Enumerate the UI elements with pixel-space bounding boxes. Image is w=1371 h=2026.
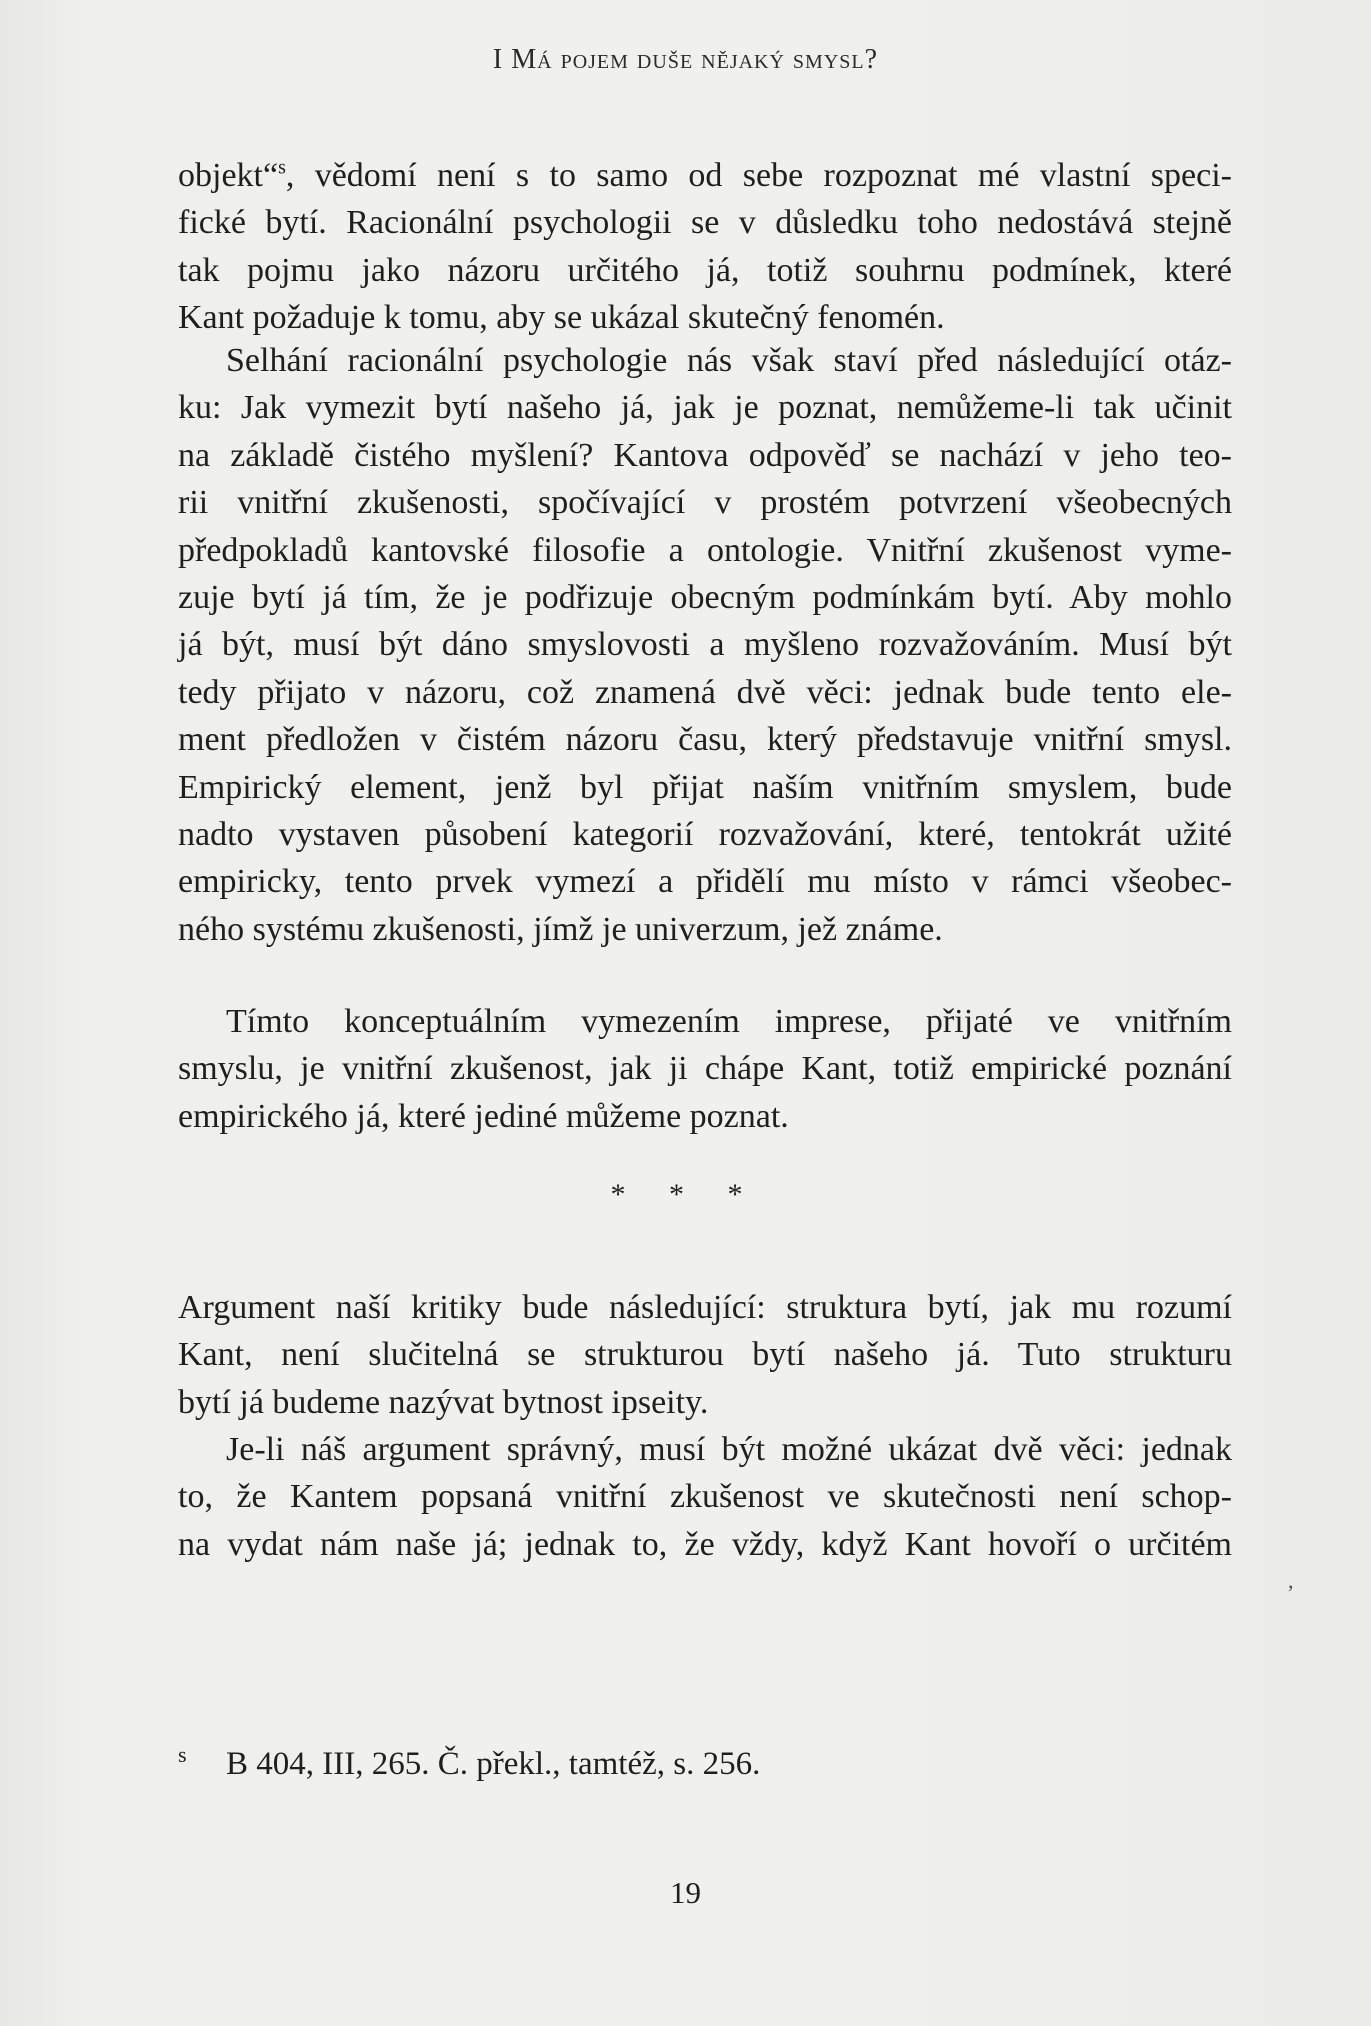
paragraph-line: ného systému zkušenosti, jímž je univerzum, jež známe. bbox=[178, 910, 943, 948]
paragraph-line: ment předložen v čistém názoru času, který představuje vnitřní smysl. bbox=[178, 721, 1232, 759]
paragraph-line: Selhání racionální psychologie nás však staví před následující otáz- bbox=[226, 342, 1232, 379]
paragraph-1 bbox=[178, 152, 1232, 342]
paragraph-5 bbox=[178, 1426, 1232, 1568]
paragraph-line: předpokladů kantovské filosofie a ontologie. Vnitřní zkušenost vyme- bbox=[178, 531, 1232, 569]
paragraph-line: Kant požaduje k tomu, aby se ukázal skutečný fenomén. bbox=[178, 299, 945, 337]
footnote-reference[interactable]: s bbox=[278, 156, 286, 179]
paragraph-line: empiricky, tento prvek vymezí a přidělí mu místo v rámci všeobec- bbox=[178, 863, 1232, 901]
running-head: I Má pojem duše nějaký smysl? bbox=[492, 44, 879, 75]
paragraph-line bbox=[178, 152, 1232, 199]
paragraph-line: bytí já budeme nazývat bytnost ipseity. bbox=[178, 1383, 709, 1421]
paragraph-line: tedy přijato v názoru, což znamená dvě věci: jednak bude tento ele- bbox=[178, 673, 1232, 711]
paragraph-line: Kant, není slučitelná se strukturou bytí našeho já. Tuto strukturu bbox=[178, 1336, 1232, 1374]
footnote bbox=[178, 1735, 760, 1784]
stray-mark: , bbox=[1288, 1568, 1294, 1593]
page-number: 19 bbox=[670, 1875, 701, 1910]
paragraph-line: na základě čistého myšlení? Kantova odpověď se nachází v jeho teo- bbox=[178, 436, 1232, 474]
paragraph-line: na vydat nám naše já; jednak to, že vždy, když Kant hovoří o určitém bbox=[178, 1525, 1232, 1563]
paragraph-line: empirického já, které jediné můžeme poznat. bbox=[178, 1097, 789, 1135]
footnote-mark: s bbox=[178, 1742, 187, 1767]
paragraph-line: ku: Jak vymezit bytí našeho já, jak je poznat, nemůžeme-li tak učinit bbox=[178, 389, 1232, 427]
paragraph-line: Je-li náš argument správný, musí být možné ukázat dvě věci: jednak bbox=[226, 1431, 1232, 1468]
paragraph-line: nadto vystaven působení kategorií rozvažování, které, tentokrát užité bbox=[178, 816, 1232, 854]
paragraph-3 bbox=[178, 998, 1232, 1140]
paragraph-2 bbox=[178, 337, 1232, 953]
paragraph-line: fické bytí. Racionální psychologii se v důsledku toho nedostává stejně bbox=[178, 204, 1232, 242]
paragraph-line: Tímto konceptuálním vymezením imprese, přijaté ve vnitřním bbox=[226, 1003, 1232, 1040]
paragraph-line: Argument naší kritiky bude následující: struktura bytí, jak mu rozumí bbox=[178, 1289, 1232, 1326]
footnote-text: B 404, III, 265. Č. překl., tamtéž, s. 256. bbox=[226, 1746, 761, 1782]
line-text: objekt“ bbox=[178, 157, 279, 194]
paragraph-line: zuje bytí já tím, že je podřizuje obecným podmínkám bytí. Aby mohlo bbox=[178, 579, 1232, 617]
paragraph-line: já být, musí být dáno smyslovosti a myšleno rozvažováním. Musí být bbox=[178, 626, 1232, 664]
line-text: , vědomí není s to samo od sebe rozpoznat mé vlastní speci- bbox=[285, 157, 1232, 194]
paragraph-line: rii vnitřní zkušenosti, spočívající v prostém potvrzení všeobecných bbox=[178, 484, 1232, 522]
paragraph-line: Empirický element, jenž byl přijat naším vnitřním smyslem, bude bbox=[178, 768, 1232, 806]
paragraph-line: smyslu, je vnitřní zkušenost, jak ji chápe Kant, totiž empirické poznání bbox=[178, 1050, 1232, 1088]
paragraph-4 bbox=[178, 1284, 1232, 1426]
paragraph-line: to, že Kantem popsaná vnitřní zkušenost ve skutečnosti není schop- bbox=[178, 1478, 1232, 1516]
section-separator: * * * bbox=[610, 1178, 761, 1211]
paragraph-line: tak pojmu jako názoru určitého já, totiž souhrnu podmínek, které bbox=[178, 251, 1232, 289]
